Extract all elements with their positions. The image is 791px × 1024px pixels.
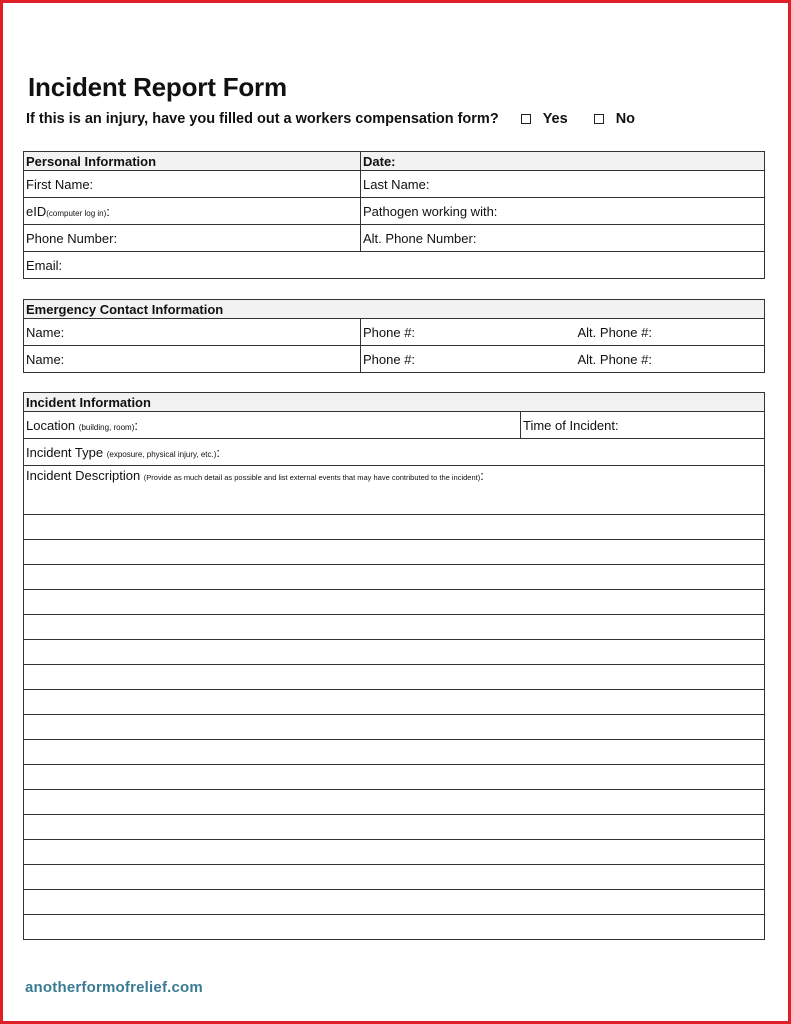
no-label: No: [615, 111, 636, 127]
description-line[interactable]: [24, 865, 765, 890]
incident-type-label: Incident Type: [26, 444, 104, 460]
emergency-name-field[interactable]: Name:: [24, 346, 361, 373]
question-text: If this is an injury, have you filled out a workers compensation form?: [26, 111, 499, 127]
description-line[interactable]: [24, 590, 765, 615]
location-colon: :: [134, 417, 138, 433]
emergency-phone-field[interactable]: Phone #:: [361, 346, 576, 373]
last-name-field[interactable]: Last Name:: [361, 171, 765, 198]
description-line[interactable]: [24, 790, 765, 815]
personal-information-header: Personal Information: [24, 152, 361, 171]
description-line[interactable]: [24, 815, 765, 840]
location-label: Location: [26, 417, 76, 433]
alt-phone-number-field[interactable]: Alt. Phone Number:: [361, 225, 765, 252]
incident-type-note: (exposure, physical injury, etc.): [106, 449, 217, 459]
no-checkbox[interactable]: [594, 114, 604, 124]
eid-colon: :: [106, 203, 110, 219]
email-field[interactable]: Email:: [24, 252, 765, 279]
eid-note: (computer log in): [46, 208, 107, 218]
emergency-alt-phone-field[interactable]: Alt. Phone #:: [576, 346, 765, 373]
description-line[interactable]: [24, 765, 765, 790]
description-line[interactable]: [24, 615, 765, 640]
description-line[interactable]: [24, 540, 765, 565]
incident-information-header: Incident Information: [24, 393, 765, 412]
yes-label: Yes: [542, 111, 568, 127]
emergency-phone-field[interactable]: Phone #:: [361, 319, 576, 346]
pathogen-field[interactable]: Pathogen working with:: [361, 198, 765, 225]
workers-comp-question: [26, 111, 635, 127]
emergency-name-field[interactable]: Name:: [24, 319, 361, 346]
phone-number-field[interactable]: Phone Number:: [24, 225, 361, 252]
description-line[interactable]: [24, 665, 765, 690]
emergency-contact-row: [24, 319, 765, 346]
location-field[interactable]: [24, 412, 521, 439]
description-line[interactable]: [24, 740, 765, 765]
emergency-contact-row: [24, 346, 765, 373]
description-line[interactable]: [24, 690, 765, 715]
page-title: Incident Report Form: [28, 72, 287, 102]
description-line[interactable]: [24, 715, 765, 740]
date-field[interactable]: Date:: [361, 152, 765, 171]
incident-type-colon: :: [216, 444, 221, 460]
description-line[interactable]: [24, 640, 765, 665]
yes-checkbox[interactable]: [521, 114, 531, 124]
emergency-contact-header: Emergency Contact Information: [24, 300, 765, 319]
incident-description-label: Incident Description: [26, 468, 141, 483]
time-of-incident-field[interactable]: Time of Incident:: [521, 412, 765, 439]
incident-information-section: [23, 392, 765, 940]
first-name-field[interactable]: First Name:: [24, 171, 361, 198]
description-line[interactable]: [24, 890, 765, 915]
eid-label: eID: [26, 203, 47, 219]
description-line[interactable]: [24, 840, 765, 865]
emergency-alt-phone-field[interactable]: Alt. Phone #:: [576, 319, 765, 346]
incident-description-note: (Provide as much detail as possible and list external events that may have contributed to the incident): [143, 473, 481, 482]
eid-field[interactable]: [24, 198, 361, 225]
footer-website: anotherformofrelief.com: [25, 979, 203, 996]
no-option[interactable]: [594, 111, 635, 127]
incident-description-field[interactable]: [24, 466, 765, 515]
yes-option[interactable]: [521, 111, 568, 127]
incident-type-field[interactable]: [24, 439, 765, 466]
description-line[interactable]: [24, 565, 765, 590]
personal-information-section: [23, 151, 765, 279]
location-note: (building, room): [78, 422, 135, 432]
description-line[interactable]: [24, 915, 765, 940]
description-line[interactable]: [24, 515, 765, 540]
emergency-contact-section: [23, 299, 765, 373]
incident-description-colon: :: [480, 468, 484, 483]
